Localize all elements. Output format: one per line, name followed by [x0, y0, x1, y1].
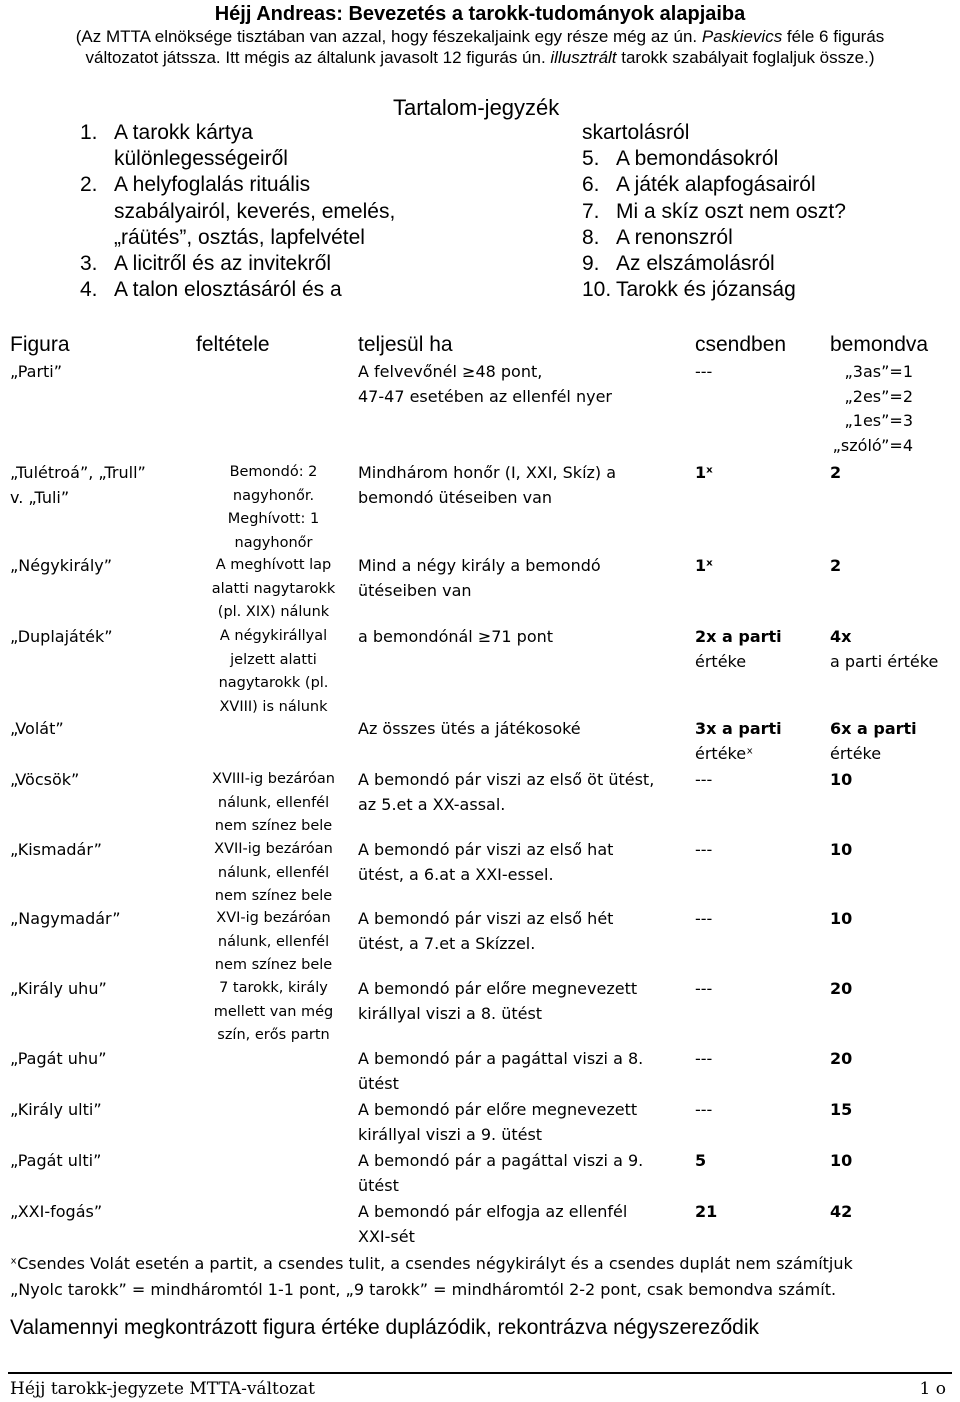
condition-line: jelzett alatti	[230, 651, 317, 668]
figure-name: „Pagát uhu”	[10, 1049, 107, 1068]
figure-silent-value: ---	[695, 979, 713, 998]
figure-met-if	[358, 360, 612, 409]
figure-announced-value: 42	[830, 1202, 853, 1221]
figure-silent-value: ---	[695, 770, 713, 789]
met-if-line: A bemondó pár elfogja az ellenfél	[358, 1202, 628, 1221]
met-if-line: Mindhárom honőr (I, XXI, Skíz) a	[358, 463, 617, 482]
figure-met-if	[358, 554, 601, 603]
intro-text: (Az MTTA elnöksége tisztában van azzal, hogy fészekaljaink egy része még az ún.	[75, 27, 702, 46]
announced-text: 4x	[830, 627, 852, 646]
met-if-line: A bemondó pár a pagáttal viszi a 8.	[358, 1049, 644, 1068]
figure-silent-value: ---	[695, 1049, 713, 1068]
announced-line	[818, 434, 913, 459]
met-if-line: A bemondó pár a pagáttal viszi a 9.	[358, 1151, 644, 1170]
toc-title: Tartalom-jegyzék	[393, 95, 560, 120]
met-if-line: ütést	[358, 1073, 399, 1093]
condition-line: 7 tarokk, király	[219, 980, 328, 996]
figure-silent-value: 1ˣ	[695, 556, 713, 575]
toc-item	[80, 251, 500, 277]
announced-text: „1es”=3	[844, 411, 913, 430]
condition-line: nem színez bele	[214, 957, 333, 973]
figure-name-line: v. „Tuli”	[10, 487, 70, 507]
announced-text: „szóló”=4	[832, 435, 913, 455]
met-if-line: XXI-sét	[358, 1226, 415, 1246]
figure-met-if	[358, 768, 654, 817]
toc-item	[582, 172, 922, 198]
silent-line	[695, 625, 782, 650]
condition-line: Meghívott: 1	[227, 511, 320, 527]
condition-line: nagytarokk (pl.	[218, 675, 329, 691]
condition-line: nálunk, ellenfél	[217, 933, 330, 950]
footnote-silent-volat: ˣCsendes Volát esetén a partit, a csendes tulit, a csendes négykirályt és a csendes duplát nem számítjuk	[10, 1254, 853, 1273]
condition-line: A négykirállyal	[219, 628, 328, 644]
toc-item-line: A licitről és az invitekről	[114, 252, 332, 276]
page-title: Héjj Andreas: Bevezetés a tarokk-tudományok alapjaiba	[214, 3, 746, 25]
figure-met-if	[358, 1200, 627, 1249]
figure-announced-value: 20	[830, 1049, 853, 1068]
figure-name: „Volát”	[10, 719, 64, 738]
toc-item-text: Az elszámolásról	[616, 252, 775, 276]
figure-name: „Kismadár”	[10, 840, 102, 859]
figure-condition	[196, 977, 351, 1048]
condition-line: XVII-ig bezáróan	[214, 841, 333, 857]
footer-title: Héjj tarokk-jegyzete MTTA-változat	[10, 1379, 315, 1399]
met-if-line: A bemondó pár viszi az első hat	[358, 840, 614, 859]
figure-met-if	[358, 461, 616, 510]
column-header-announced: bemondva	[830, 333, 929, 356]
figure-name: „Duplajáték”	[10, 627, 113, 646]
met-if-line: 47-47 esetében az ellenfél nyer	[358, 386, 612, 406]
toc-item	[80, 120, 500, 172]
toc-item	[582, 251, 922, 277]
condition-line: A meghívott lap	[215, 557, 332, 573]
toc-item-text: A renonszról	[616, 225, 733, 249]
figure-announced-value	[830, 625, 938, 674]
toc-item	[80, 277, 500, 303]
condition-line: (pl. XIX) nálunk	[217, 604, 330, 620]
figure-silent-value	[695, 717, 782, 766]
figure-met-if	[358, 1098, 637, 1147]
toc-right-column	[582, 120, 922, 303]
figure-announced-value: 20	[830, 979, 853, 998]
condition-line: alatti nagytarokk	[211, 580, 336, 597]
silent-line: értéke	[695, 651, 747, 671]
toc-item-number: 7.	[582, 199, 600, 223]
met-if-line: A bemondó pár előre megnevezett	[358, 1100, 638, 1119]
met-if-line: A bemondó pár viszi az első öt ütést,	[358, 770, 655, 789]
met-if-line: ütést	[358, 1175, 399, 1195]
toc-item-number: 5.	[582, 147, 600, 171]
toc-item-text: Mi a skíz oszt nem oszt?	[616, 199, 846, 223]
figure-condition	[196, 907, 351, 978]
condition-line: nagyhonőr.	[232, 487, 315, 504]
condition-line: XVIII) is nálunk	[219, 698, 328, 715]
figure-silent-value: ---	[695, 840, 713, 859]
met-if-line: Mind a négy király a bemondó	[358, 556, 601, 575]
condition-line: nálunk, ellenfél	[217, 794, 330, 811]
figure-met-if	[358, 1149, 643, 1198]
condition-line: nem színez bele	[214, 888, 333, 904]
column-header-silent: csendben	[695, 333, 787, 356]
toc-item	[582, 225, 922, 251]
toc-item-text: A bemondásokról	[616, 147, 779, 171]
toc-item-text: A játék alapfogásairól	[616, 173, 816, 197]
toc-item-number: 4.	[80, 278, 98, 302]
condition-line: nagyhonőr	[234, 534, 313, 551]
toc-item-number: 9.	[582, 252, 600, 276]
met-if-line: ütést, a 6.at a XXI-essel.	[358, 864, 554, 884]
toc-item-line: A tarokk kártya	[114, 121, 253, 144]
toc-item-text: Tarokk és józanság	[616, 278, 796, 302]
toc-item-number: 10.	[582, 278, 612, 302]
figure-announced-value: 10	[830, 840, 853, 859]
figure-met-if	[358, 907, 613, 956]
figure-name-line: „Tulétroá”, „Trull”	[10, 463, 146, 482]
figure-condition	[196, 838, 351, 909]
toc-item-number: 8.	[582, 225, 600, 249]
silent-line	[695, 717, 782, 742]
figure-silent-value: 1ˣ	[695, 463, 713, 482]
figure-name: „Nagymadár”	[10, 909, 121, 928]
toc-item-line: A helyfoglalás rituális	[114, 173, 311, 197]
toc-item-number: 2.	[80, 173, 98, 197]
figure-name: „Király uhu”	[10, 979, 107, 998]
condition-line: Bemondó: 2	[229, 464, 318, 480]
toc-item-number: 6.	[582, 173, 600, 197]
condition-line: XVIII-ig bezáróan	[212, 771, 335, 787]
condition-line: szín, erős partn	[217, 1027, 330, 1043]
contra-note: Valamennyi megkontrázott figura értéke duplázódik, rekontrázva négyszereződik	[10, 1316, 760, 1339]
toc-item-line: különlegességeiről	[114, 147, 288, 171]
announced-text: „2es”=2	[844, 386, 913, 406]
figure-name: „Négykirály”	[10, 556, 113, 575]
condition-line: nem színez bele	[214, 818, 333, 834]
page-number: 1 o	[919, 1379, 946, 1399]
intro-text: féle 6 figurás	[782, 27, 885, 46]
figure-met-if: a bemondónál ≥71 pont	[358, 627, 554, 646]
figure-name: „Pagát ulti”	[10, 1151, 102, 1170]
announced-text: „3as”=1	[844, 362, 913, 381]
condition-line: nálunk, ellenfél	[217, 864, 330, 881]
met-if-line: királlyal viszi a 8. ütést	[358, 1003, 543, 1023]
toc-item-number: 1.	[80, 121, 98, 144]
met-if-line: ütéseiben van	[358, 580, 472, 600]
announced-line	[818, 409, 913, 434]
toc-item	[582, 277, 922, 303]
toc-item-number: 3.	[80, 252, 98, 276]
figure-announced-value: 10	[830, 909, 853, 928]
figure-announced-value: 15	[830, 1100, 853, 1119]
announced-line	[818, 360, 913, 385]
figure-condition	[196, 554, 351, 625]
figure-name	[10, 461, 146, 510]
figure-announced-value: 2	[830, 463, 842, 482]
column-header-figure: Figura	[10, 333, 70, 356]
met-if-line: A felvevőnél ≥48 pont,	[358, 362, 543, 381]
silent-line: értékeˣ	[695, 743, 754, 763]
figure-met-if	[358, 1047, 643, 1096]
met-if-line: A bemondó pár viszi az első hét	[358, 909, 614, 928]
figure-met-if	[358, 838, 613, 887]
figure-announced-value: 10	[830, 1151, 853, 1170]
announced-line: a parti értéke	[830, 651, 939, 671]
intro-line-1	[12, 26, 948, 47]
figure-name: „Parti”	[10, 362, 63, 381]
footer-divider	[8, 1372, 952, 1374]
silent-text: 2x a parti	[695, 627, 782, 646]
met-if-line: ütést, a 7.et a Skízzel.	[358, 933, 536, 953]
figure-name: „XXI-fogás”	[10, 1202, 103, 1221]
figure-silent-value: ---	[695, 362, 713, 381]
column-header-condition: feltétele	[196, 333, 270, 356]
intro-paragraph	[12, 26, 948, 68]
met-if-line: királlyal viszi a 9. ütést	[358, 1124, 543, 1144]
condition-line: XVI-ig bezáróan	[216, 910, 331, 926]
toc-continuation: skartolásról	[582, 121, 690, 144]
figure-name: „Király ulti”	[10, 1100, 102, 1119]
intro-text: változatot játssza. Itt mégis az általunk javasolt 12 figurás ún.	[85, 48, 551, 67]
figure-announced-value: 10	[830, 770, 853, 789]
announced-line	[818, 385, 913, 410]
figure-silent-value	[695, 625, 782, 674]
intro-italic: Paskievics	[701, 27, 783, 46]
toc-left-column	[80, 120, 500, 303]
announced-line	[830, 717, 917, 742]
announced-text: 6x a parti	[830, 719, 917, 738]
figure-name: „Vöcsök”	[10, 770, 80, 789]
intro-line-2	[12, 47, 948, 68]
figure-announced-value	[830, 717, 917, 766]
silent-text: 3x a parti	[695, 719, 782, 738]
figure-condition	[196, 625, 351, 719]
toc-item	[582, 146, 922, 172]
announced-line: értéke	[830, 743, 882, 763]
met-if-line: az 5.et a XX-assal.	[358, 794, 506, 814]
toc-item-line: A talon elosztásáról és a	[114, 278, 342, 302]
figure-met-if	[358, 977, 637, 1026]
footnote-eight-nine-tarokk: „Nyolc tarokk” = mindháromtól 1-1 pont, „9 tarokk” = mindháromtól 2-2 pont, csak bemondva számít.	[10, 1280, 837, 1299]
figure-met-if: Az összes ütés a játékosoké	[358, 719, 581, 738]
toc-item	[80, 172, 500, 251]
condition-line: mellett van még	[213, 1003, 334, 1020]
intro-italic: illusztrált	[550, 48, 617, 67]
toc-item	[582, 199, 922, 225]
announced-line	[830, 625, 938, 650]
column-header-met-if: teljesül ha	[358, 333, 453, 356]
met-if-line: bemondó ütéseiben van	[358, 487, 553, 507]
toc-item-line: „ráütés”, osztás, lapfelvétel	[114, 225, 365, 249]
figure-announced-value: 2	[830, 556, 842, 575]
figure-silent-value: 5	[695, 1151, 707, 1170]
figure-silent-value: ---	[695, 909, 713, 928]
figure-silent-value: ---	[695, 1100, 713, 1119]
met-if-line: A bemondó pár előre megnevezett	[358, 979, 638, 998]
figure-announced-list	[818, 360, 913, 458]
toc-item-line: szabályairól, keverés, emelés,	[114, 199, 396, 223]
figure-condition	[196, 461, 351, 555]
figure-silent-value: 21	[695, 1202, 718, 1221]
figure-condition	[196, 768, 351, 839]
intro-text: tarokk szabályait foglaljuk össze.)	[616, 48, 875, 67]
